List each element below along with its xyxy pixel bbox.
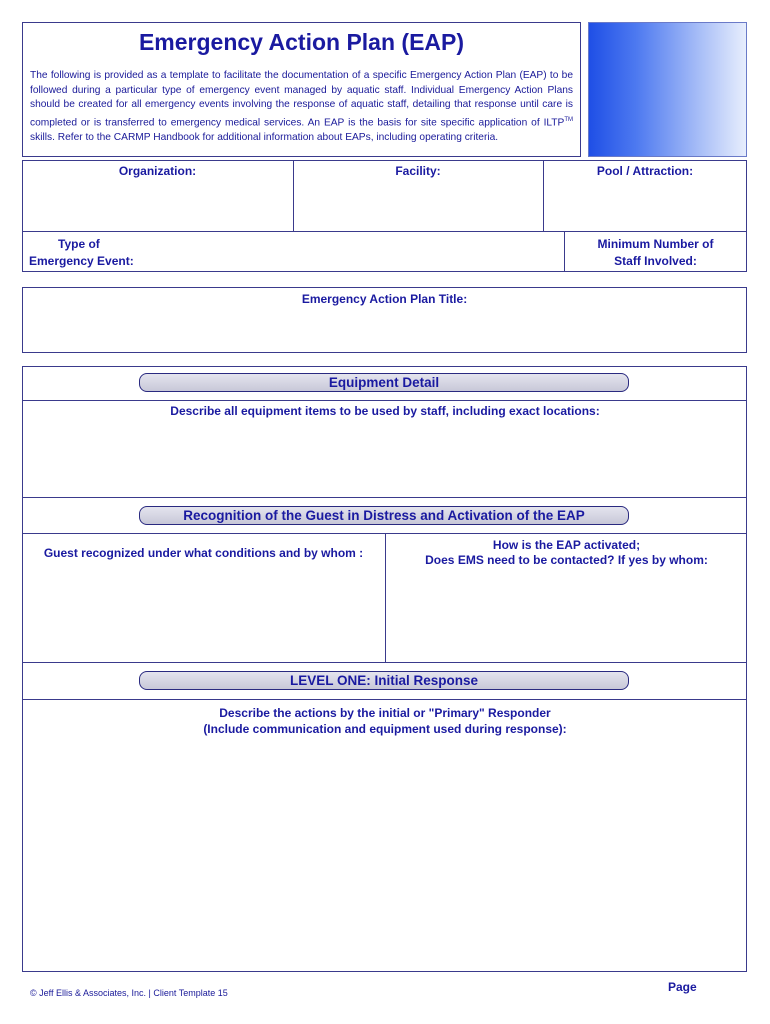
trademark-mark: TM xyxy=(564,116,573,123)
emergency-type-label-line1: Type of xyxy=(58,237,100,251)
plan-title-field[interactable] xyxy=(25,310,744,350)
divider xyxy=(22,699,747,700)
recognition-heading: Recognition of the Guest in Distress and Activation of the EAP xyxy=(139,506,629,525)
header-box xyxy=(22,22,581,157)
recognition-right-prompt-line2: Does EMS need to be contacted? If yes by whom: xyxy=(425,553,708,567)
divider xyxy=(22,400,747,401)
level-one-prompt-line1: Describe the actions by the initial or "Primary" Responder xyxy=(219,706,551,720)
recognition-left-prompt: Guest recognized under what conditions and by whom : xyxy=(43,546,364,560)
equipment-field[interactable] xyxy=(24,422,745,496)
emergency-type-label-line2: Emergency Event: xyxy=(29,254,134,268)
equipment-prompt: Describe all equipment items to be used by staff, including exact locations: xyxy=(170,404,600,418)
divider xyxy=(22,231,747,232)
intro-text-2: skills. Refer to the CARMP Handbook for additional information about EAPs, including operating criteria. xyxy=(30,131,499,143)
level-one-prompt-line2: (Include communication and equipment used during response): xyxy=(203,722,567,736)
pool-attraction-label: Pool / Attraction: xyxy=(596,164,694,178)
facility-label: Facility: xyxy=(395,164,441,178)
emergency-type-field[interactable] xyxy=(140,233,562,271)
level-one-field[interactable] xyxy=(24,740,745,970)
plan-title-label: Emergency Action Plan Title: xyxy=(301,292,468,306)
intro-paragraph xyxy=(30,69,573,145)
organization-field[interactable] xyxy=(23,180,292,230)
min-staff-label-line2: Staff Involved: xyxy=(614,254,697,268)
page-title: Emergency Action Plan (EAP) xyxy=(138,29,465,55)
divider xyxy=(22,497,747,498)
recognition-left-field[interactable] xyxy=(24,566,383,660)
footer-page-label: Page xyxy=(668,980,697,994)
min-staff-label xyxy=(564,236,747,270)
gradient-logo-box xyxy=(588,22,747,157)
plan-title-box xyxy=(22,287,747,353)
footer-copyright: © Jeff Ellis & Associates, Inc. | Client Template 15 xyxy=(30,988,228,998)
recognition-right-prompt-line1: How is the EAP activated; xyxy=(492,538,641,552)
level-one-prompt xyxy=(0,705,770,737)
facility-field[interactable] xyxy=(294,180,542,230)
organization-label: Organization: xyxy=(118,164,197,178)
level-one-heading: LEVEL ONE: Initial Response xyxy=(139,671,629,690)
intro-text-1: The following is provided as a template to facilitate the documentation of a specific Emergency Action Plan (EAP) to be followed during a particular type of emergency event managed by aquatic staff. Individual Emergency Action Plans should be created for all emergency events involving the response of aquatic staff, detailing that response until care is completed or is transferred to emergency medical services. An EAP is the basis for site specific application of ILTP xyxy=(30,70,573,129)
recognition-right-prompt xyxy=(386,538,747,568)
recognition-right-field[interactable] xyxy=(388,570,745,660)
pool-attraction-field[interactable] xyxy=(544,180,746,230)
divider xyxy=(22,662,747,663)
emergency-type-label xyxy=(29,236,134,270)
min-staff-label-line1: Minimum Number of xyxy=(597,237,714,251)
equipment-heading: Equipment Detail xyxy=(139,373,629,392)
